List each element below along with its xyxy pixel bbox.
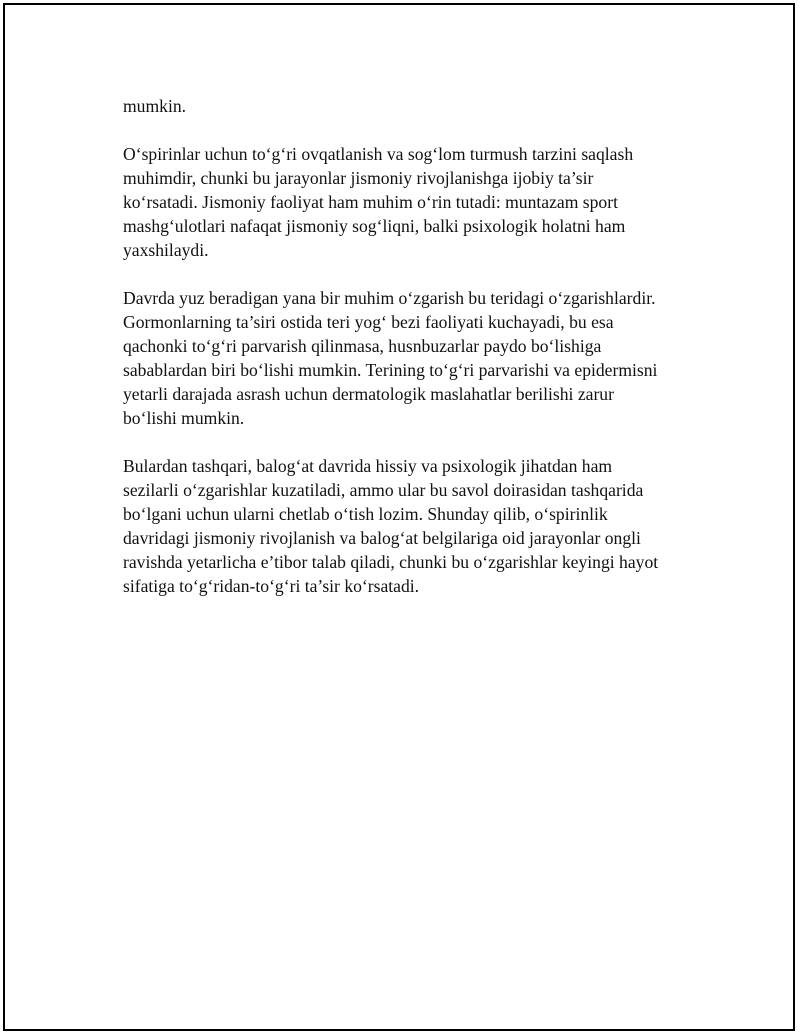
paragraph-skin-changes: Davrda yuz beradigan yana bir muhim o‘zgarish bu teridagi o‘zgarishlardir. Gormonlarning ta’siri ostida teri yog‘ bezi faoliyati kuchayadi, bu esa qachonki to‘g‘ri parvarish qilinmasa, husnbuzarlar paydo bo‘lishiga sabablardan biri bo‘lishi mumkin. Terining to‘g‘ri parvarishi va epidermisni yetarli darajada asrash uchun dermatologik maslahatlar berilishi zarur bo‘lishi mumkin. xyxy=(123,288,658,428)
paragraph-conclusion: Bulardan tashqari, balog‘at davrida hissiy va psixologik jihatdan ham sezilarli o‘zgarishlar kuzatiladi, ammo ular bu savol doirasidan tashqarida bo‘lgani uchun ularni chetlab o‘tish lozim. Shunday qilib, o‘spirinlik davridagi jismoniy rivojlanish va balog‘at belgilariga oid jarayonlar ongli ravishda yetarlicha e’tibor talab qiladi, chunki bu o‘zgarishlar keyingi hayot sifatiga to‘g‘ridan-to‘g‘ri ta’sir ko‘rsatadi. xyxy=(123,456,659,596)
paragraph-nutrition: O‘spirinlar uchun to‘g‘ri ovqatlanish va sog‘lom turmush tarzini saqlash muhimdir, chunki bu jarayonlar jismoniy rivojlanishga ijobiy ta’sir ko‘rsatadi. Jismoniy faoliyat ham muhim o‘rin tutadi: muntazam sport mashg‘ulotlari nafaqat jismoniy sog‘liqni, balki psixologik holatni ham yaxshilaydi. xyxy=(123,144,634,260)
document-body xyxy=(123,94,693,622)
page-frame xyxy=(3,3,795,1031)
paragraph-continuation: mumkin. xyxy=(123,96,187,116)
